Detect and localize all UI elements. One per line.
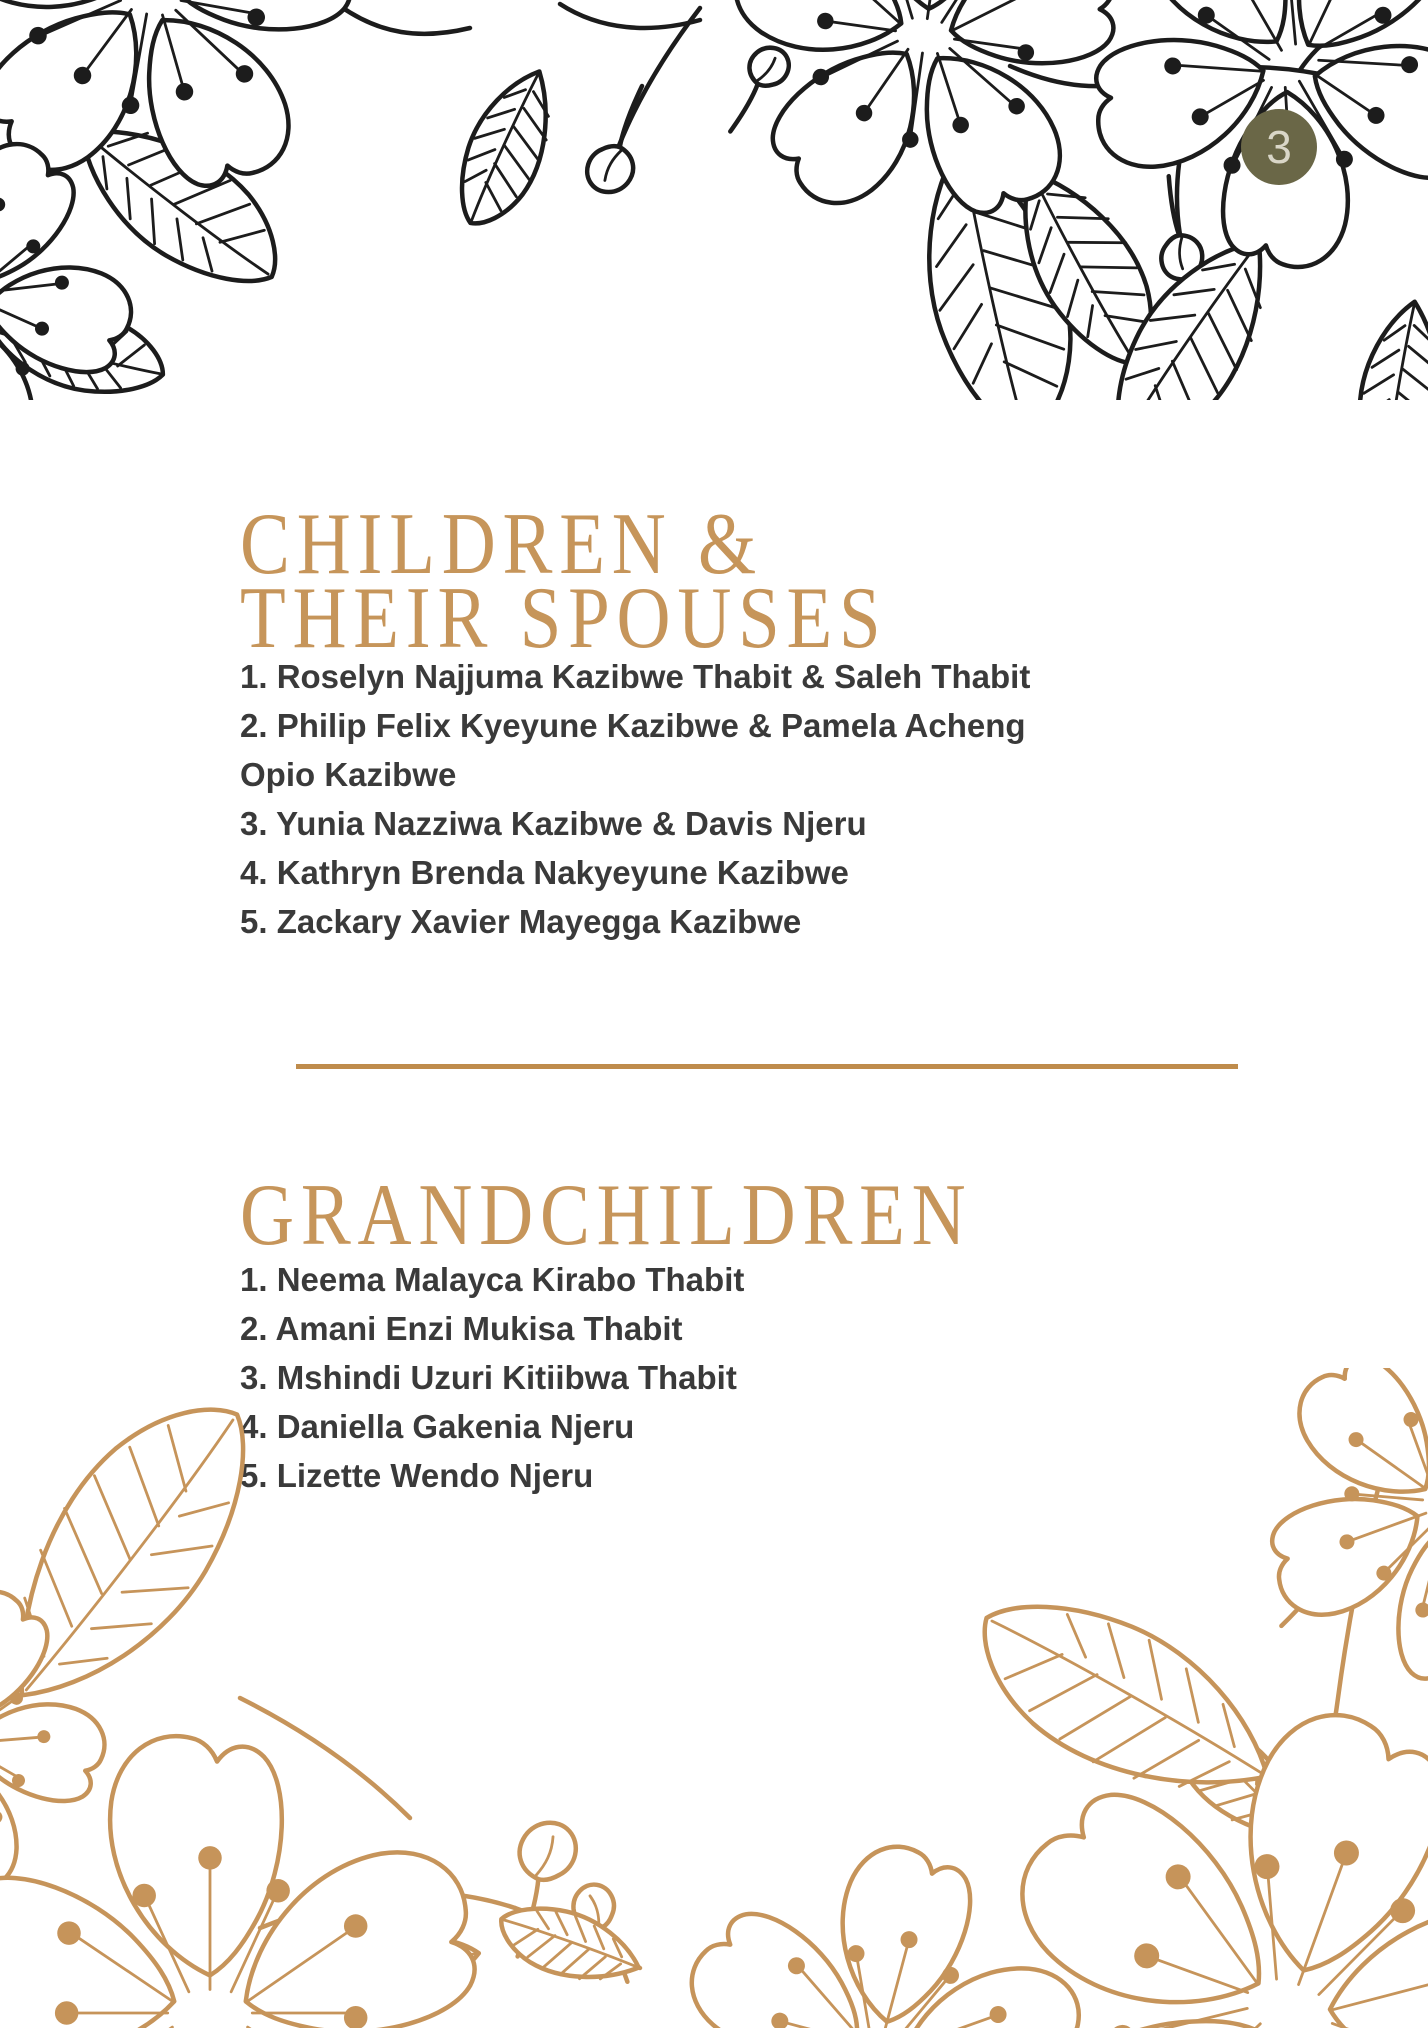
cherry-blossom-top-art [0,0,1428,400]
list-item-line: 1. Roselyn Najjuma Kazibwe Thabit & Saleh Thabit [240,658,1031,695]
grandchildren-name-list [240,1255,1020,1500]
grandchildren-title: GRANDCHILDREN [240,1167,973,1264]
page-number-badge [1241,109,1317,185]
list-item-line: 2. Philip Felix Kyeyune Kazibwe & Pamela Acheng [240,707,1026,744]
children-title-line2: THEIR SPOUSES [240,570,888,667]
children-name-list [240,652,1031,946]
section-divider [296,1064,1238,1069]
children-section-title [240,496,888,667]
list-item-line: 4. Kathryn Brenda Nakyeyune Kazibwe [240,854,849,891]
list-item-line: 4. Daniella Gakenia Njeru [240,1408,635,1445]
list-item-line: 3. Yunia Nazziwa Kazibwe & Davis Njeru [240,805,867,842]
list-item-line: 5. Zackary Xavier Mayegga Kazibwe [240,903,802,940]
list-item-line: 3. Mshindi Uzuri Kitiibwa Thabit [240,1359,737,1396]
children-title-line1: CHILDREN & [240,496,764,593]
grandchildren-section-title [240,1167,973,1264]
list-item-line: 5. Lizette Wendo Njeru [240,1457,594,1494]
page-number: 3 [1266,121,1292,173]
list-item-line: Opio Kazibwe [240,756,457,793]
list-item-line: 2. Amani Enzi Mukisa Thabit [240,1310,683,1347]
list-item-line: 1. Neema Malayca Kirabo Thabit [240,1261,745,1298]
